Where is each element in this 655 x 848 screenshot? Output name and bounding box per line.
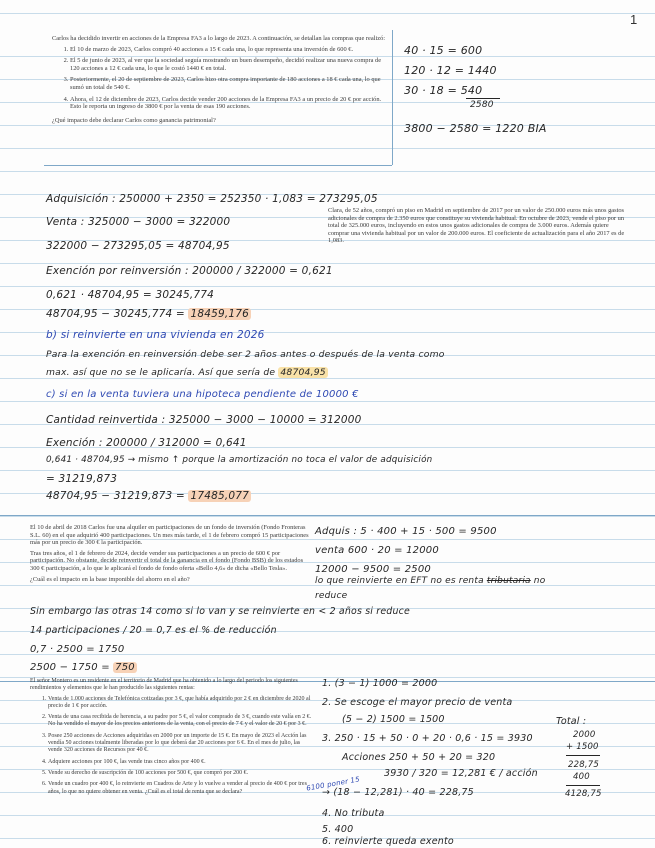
problem1-list: [52, 46, 392, 111]
problem3-question: ¿Cuál es el impacto en la base imponible del ahorro en el año?: [30, 575, 190, 583]
p3-left-line: 14 participaciones / 20 = 0,7 es el % de reducción: [30, 625, 277, 636]
p4-work-line: 5. 400: [322, 824, 354, 835]
p3-right-text: no: [530, 576, 546, 586]
p4-total-item: + 1500: [566, 742, 599, 752]
problem3-text: El 10 de abril de 2018 Carlos fue una alquiler en participaciones de un fondo de inversión (Fondo Fronteras S.L. 60) en el que adquirió 400 participaciones. Un mes más tarde, el 1 de febrero compró 15 participaciones más por un precio de 300 € la participación.: [30, 524, 309, 547]
p4-total-label: Total :: [556, 716, 587, 727]
p1-calc-line: 40 · 15 = 600: [404, 44, 483, 57]
p4-work-line: 2. Se escoge el mayor precio de venta: [322, 697, 513, 708]
p3-struck-word: tributaria: [486, 576, 531, 586]
problem1-item: 4. Ahora, el 12 de diciembre de 2023, Carlos decide vender 200 acciones de la Empresa FA3 a un precio de 20 € por acción. Esto le reporta un ingreso de 3800 € por la venta de esas 190 acciones.: [70, 96, 392, 111]
p4-total-item: 2000: [573, 730, 596, 740]
p3-left-line: 0,7 · 2500 = 1750: [30, 644, 125, 655]
p4-margin-note: 6100 poner 15: [305, 775, 361, 793]
p2-part-c-heading: c) si en la venta tuviera una hipoteca pendiente de 10000 €: [46, 389, 359, 400]
problem1-item: 3. Posteriormente, el 20 de septiembre de 2023, Carlos hizo otra compra importante de 180 acciones a 18 € cada una, lo que sumó un total de 540 €.: [70, 76, 392, 91]
p1-calc-result: 3800 − 2580 = 1220 BIA: [404, 122, 547, 135]
p4-work-line: → (18 − 12,281) · 40 = 228,75: [322, 787, 474, 798]
highlighted-result: 18459,176: [190, 308, 250, 320]
p2-work-line: Adquisición : 250000 + 2350 = 252350 · 1,083 = 273295,05: [46, 193, 378, 205]
p2-part-b-line: [46, 367, 328, 378]
p4-work-line: Acciones 250 + 50 + 20 = 320: [342, 752, 496, 763]
p2-part-c-line: 0,641 · 48704,95 → mismo ↑ porque la amortización no toca el valor de adquisición: [46, 455, 433, 465]
problem1-item: 1. El 10 de marzo de 2023, Carlos compró 40 acciones a 15 € cada una, lo que representa una inversión de 600 €.: [70, 46, 392, 54]
p4-work-line: 6. reinvierte queda exento: [322, 836, 454, 847]
p3-right-line: [315, 576, 545, 586]
problem4-item: 1. Venta de 1.000 acciones de Telefónica cotizadas por 3 €, que había adquirido por 2 € en diciembre de 2020 al precio de 1 € por acción.: [48, 696, 312, 711]
p2-work-line: Exención por reinversión : 200000 / 322000 = 0,621: [46, 265, 333, 277]
problem4-item: 6. Vende un cuadro por 400 €, lo reinvierte en Cuadros de Arte y lo vuelve a vender al precio de 400 € por tres años, lo que no quiere obtener en venta. ¿Cuál es el total de renta que se declara?: [48, 781, 312, 796]
p2-part-c-line: Exención : 200000 / 312000 = 0,641: [46, 437, 247, 449]
p3-left-line: [30, 662, 137, 673]
problem4-intro: El señor Montero es un residente en el territorio de Madrid que ha obtenido a lo largo del periodo los siguientes rendimientos y elementos que le han producido las siguientes rentas:: [30, 678, 298, 692]
p2-work-line: 0,621 · 48704,95 = 30245,774: [46, 289, 215, 301]
problem3-text: Tras tres años, el 1 de febrero de 2024, decide vender sus participaciones a un precio de 600 € por participación. No obstante, decide reinvertir el total de la ganancia en el fondo (Fondo BSB) de los estados 300 € participación, a lo que le aplicará el fondo de fondo oferta «Bello 4,6» de dicha «Bello Tesla».: [30, 549, 304, 572]
p2-work-line: 322000 − 273295,05 = 48704,95: [46, 240, 230, 252]
p3-right-line: reduce: [315, 591, 348, 601]
problem1-question: ¿Qué impacto debe declarar Carlos como ganancia patrimonial?: [52, 116, 216, 124]
p2-part-b-text: max. así que no se le aplicaría. Así que sería de: [46, 367, 279, 378]
highlighted-result: 17485,077: [190, 490, 250, 502]
p2-part-b-heading: b) si reinvierte en una vivienda en 2026: [46, 329, 265, 341]
p4-total-item: 228,75: [568, 760, 599, 770]
p3-right-line: 12000 − 9500 = 2500: [315, 564, 431, 575]
section-divider: [0, 515, 655, 516]
problem1-statement: [52, 35, 392, 127]
p2-result-calc: 48704,95 − 30245,774 =: [46, 308, 189, 320]
p2-part-c-line: [46, 490, 251, 502]
column-divider: [392, 30, 393, 165]
p2-work-line: Venta : 325000 − 3000 = 322000: [46, 216, 231, 228]
p3-result-calc: 2500 − 1750 =: [30, 662, 114, 673]
p4-work-line: 3930 / 320 = 12,281 € / acción: [384, 768, 538, 779]
problem4-statement: [30, 678, 312, 800]
p2-part-c-line: Cantidad reinvertida : 325000 − 3000 − 10000 = 312000: [46, 414, 362, 426]
problem4-item: 2. Venta de una casa recibida de herencia, a su padre por 5 €, el valor comprado de 3 €, cuando este valía en 2 €. No ha vendido el mayor de los precios anteriores de la venta, con el precio de 7 € y el valor de 20 € por 3 €.: [48, 714, 312, 729]
problem3-statement: [30, 524, 310, 586]
highlighted-result: 750: [115, 662, 135, 673]
sum-underline: [566, 785, 600, 786]
sum-underline: [466, 98, 500, 99]
p1-calc-line: 120 · 12 = 1440: [404, 64, 497, 77]
p4-work-line: 4. No tributa: [322, 808, 385, 819]
highlighted-result: 48704,95: [280, 367, 326, 378]
p1-calc-line: 30 · 18 = 540: [404, 84, 483, 97]
p2-result-calc: 48704,95 − 31219,873 =: [46, 490, 189, 502]
p2-part-c-line: = 31219,873: [46, 473, 118, 485]
p1-calc-sum: 2580: [470, 100, 494, 110]
p3-right-line: Adquis : 5 · 400 + 15 · 500 = 9500: [315, 526, 497, 537]
p4-total-item: 400: [573, 772, 590, 782]
page-number: 1: [630, 12, 638, 27]
p3-right-line: venta 600 · 20 = 12000: [315, 545, 439, 556]
p2-work-line: [46, 308, 251, 320]
problem4-list: [30, 696, 312, 796]
p2-part-b-line: Para la exención en reinversión debe ser 2 años antes o después de la venta como: [46, 349, 445, 360]
problem4-item: 3. Posee 250 acciones de Acciones adquiridas en 2000 por un importe de 15 €. En mayo de 2023 el Acción las vendía 50 acciones totalmente liberadas por lo que deberá dar 20 acciones por 6 €. En el mes de julio, las vende 320 acciones de Recursos por 40 €.: [48, 733, 312, 755]
sum-underline: [566, 755, 600, 756]
p4-work-line: 3. 250 · 15 + 50 · 0 + 20 · 0,6 · 15 = 3930: [322, 733, 533, 744]
p4-total-result: 4128,75: [565, 789, 602, 799]
problem4-item: 4. Adquiere acciones por 100 €, las vende tras cinco años por 400 €.: [48, 759, 312, 766]
section-divider: [44, 165, 392, 166]
problem4-item: 5. Vende su derecho de suscripción de 100 acciones por 500 €, que compró por 200 €.: [48, 770, 312, 777]
p3-left-line: Sin embargo las otras 14 como si lo van y se reinvierte en < 2 años si reduce: [30, 606, 410, 617]
problem1-intro: Carlos ha decidido invertir en acciones de la Empresa FA3 a lo largo de 2023. A continuación, se detallan las compras que realizó:: [52, 35, 386, 42]
problem2-statement: Clara, de 52 años, compró un piso en Madrid en septiembre de 2017 por un valor de 250.000 euros más unos gastos adicionales de compra de 2.350 euros que constituye su vivienda habitual. En octubre de 2023, vende el piso por un total de 325.000 euros, incluyendo en estos unos gastos adicionales de compra de 3.000 euros. Además quiere comprar una vivienda habitual por un valor de 200.000 euros. El coeficiente de actualización para el año 2017 es de 1,083.: [328, 207, 625, 245]
p3-right-text: lo que reinvierte en EFT no es renta: [315, 576, 487, 586]
p4-work-line: 1. (3 − 1) 1000 = 2000: [322, 678, 438, 689]
problem1-item: 2. El 5 de junio de 2023, al ver que la sociedad seguía mostrando un buen desempeño, decidió realizar una nueva compra de 120 acciones a 12 € cada una, lo que le costó 1440 € en total.: [70, 57, 392, 72]
p4-work-line: (5 − 2) 1500 = 1500: [342, 714, 445, 725]
